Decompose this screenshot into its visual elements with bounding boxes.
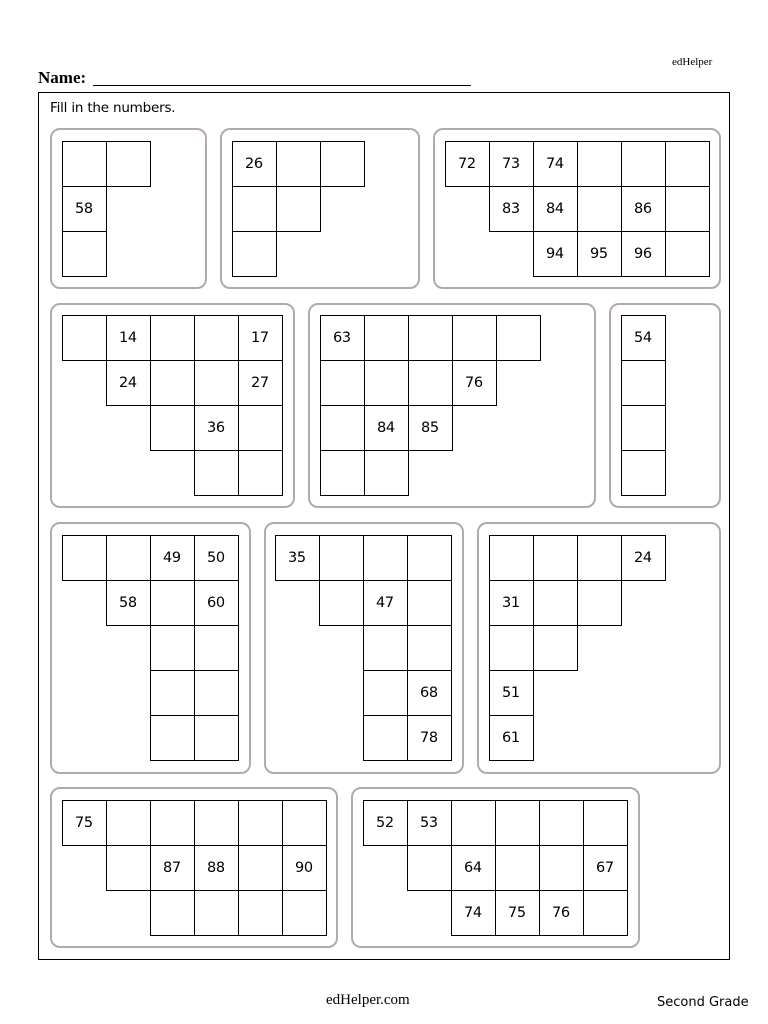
puzzle-7-cell[interactable]: 60 (194, 580, 239, 626)
puzzle-9-cell[interactable]: 51 (489, 670, 534, 716)
puzzle-11-cell[interactable]: 52 (363, 800, 408, 846)
puzzle-1-cell[interactable] (62, 141, 107, 187)
puzzle-3-cell[interactable] (665, 141, 710, 187)
puzzle-5-cell[interactable] (320, 405, 365, 451)
puzzle-10-cell[interactable] (106, 800, 151, 846)
puzzle-3-cell[interactable]: 84 (533, 186, 578, 232)
puzzle-8-cell[interactable] (363, 535, 408, 581)
puzzle-5-cell[interactable]: 84 (364, 405, 409, 451)
puzzle-11-cell[interactable] (451, 800, 496, 846)
puzzle-10-cell[interactable]: 87 (150, 845, 195, 891)
puzzle-3-cell[interactable]: 95 (577, 231, 622, 277)
puzzle-4-cell[interactable] (194, 360, 239, 406)
puzzle-7-cell[interactable] (106, 535, 151, 581)
puzzle-9-cell[interactable]: 31 (489, 580, 534, 626)
puzzle-6-cell[interactable]: 54 (621, 315, 666, 361)
puzzle-5-cell[interactable]: 76 (452, 360, 497, 406)
puzzle-5-cell[interactable] (364, 450, 409, 496)
puzzle-3-cell[interactable] (577, 186, 622, 232)
puzzle-4-cell[interactable]: 14 (106, 315, 151, 361)
puzzle-7-cell[interactable] (194, 715, 239, 761)
puzzle-3-cell[interactable]: 83 (489, 186, 534, 232)
puzzle-2-cell[interactable] (232, 231, 277, 277)
puzzle-5-cell[interactable] (320, 450, 365, 496)
puzzle-6-cell[interactable] (621, 405, 666, 451)
puzzle-11-cell[interactable]: 64 (451, 845, 496, 891)
name-label: Name: (38, 68, 87, 87)
puzzle-8-cell[interactable] (319, 535, 364, 581)
puzzle-4-cell[interactable] (150, 315, 195, 361)
puzzle-4-cell[interactable]: 24 (106, 360, 151, 406)
puzzle-8-cell[interactable]: 35 (275, 535, 320, 581)
puzzle-6-cell[interactable] (621, 450, 666, 496)
puzzle-8-cell[interactable] (407, 535, 452, 581)
puzzle-11-cell[interactable] (583, 890, 628, 936)
puzzle-11-cell[interactable] (539, 800, 584, 846)
puzzle-11-cell[interactable]: 76 (539, 890, 584, 936)
puzzle-5-cell[interactable] (320, 360, 365, 406)
puzzle-7-cell[interactable]: 50 (194, 535, 239, 581)
puzzle-11-cell[interactable] (407, 845, 452, 891)
puzzle-3-cell[interactable]: 73 (489, 141, 534, 187)
puzzle-7-cell[interactable] (194, 625, 239, 671)
puzzle-7-cell[interactable]: 58 (106, 580, 151, 626)
puzzle-10-cell[interactable] (106, 845, 151, 891)
puzzle-10-cell[interactable]: 88 (194, 845, 239, 891)
puzzle-4-cell[interactable] (150, 360, 195, 406)
puzzle-3-cell[interactable] (665, 231, 710, 277)
puzzle-11-cell[interactable]: 67 (583, 845, 628, 891)
puzzle-4-cell[interactable] (194, 315, 239, 361)
footer-grade: Second Grade (657, 995, 749, 1010)
puzzle-11-cell[interactable] (495, 845, 540, 891)
puzzle-4-cell[interactable]: 17 (238, 315, 283, 361)
puzzle-10-cell[interactable] (282, 890, 327, 936)
puzzle-4-cell[interactable] (150, 405, 195, 451)
puzzle-8-cell[interactable] (363, 625, 408, 671)
footer-site: edHelper.com (326, 992, 410, 1008)
puzzle-5-cell[interactable] (452, 315, 497, 361)
puzzle-8-cell[interactable] (363, 670, 408, 716)
puzzle-10-cell[interactable]: 75 (62, 800, 107, 846)
puzzle-9-cell[interactable] (489, 625, 534, 671)
puzzle-5-cell[interactable] (496, 315, 541, 361)
puzzle-2-cell[interactable]: 26 (232, 141, 277, 187)
puzzle-9-cell[interactable] (533, 535, 578, 581)
puzzle-9-cell[interactable]: 24 (621, 535, 666, 581)
puzzle-3-cell[interactable] (665, 186, 710, 232)
puzzle-4-cell[interactable] (62, 315, 107, 361)
puzzle-4-cell[interactable] (238, 405, 283, 451)
puzzle-9-cell[interactable] (533, 580, 578, 626)
puzzle-5-cell[interactable] (408, 360, 453, 406)
puzzle-4-cell[interactable] (238, 450, 283, 496)
puzzle-10-cell[interactable] (238, 890, 283, 936)
puzzle-5-cell[interactable]: 85 (408, 405, 453, 451)
puzzle-8-cell[interactable] (319, 580, 364, 626)
puzzle-4-cell[interactable] (194, 450, 239, 496)
puzzle-1-cell[interactable] (106, 141, 151, 187)
puzzle-11-cell[interactable]: 53 (407, 800, 452, 846)
puzzle-8-cell[interactable] (363, 715, 408, 761)
puzzle-7-cell[interactable] (150, 715, 195, 761)
puzzle-7-cell[interactable]: 49 (150, 535, 195, 581)
puzzle-7-cell[interactable] (62, 535, 107, 581)
puzzle-3-cell[interactable]: 72 (445, 141, 490, 187)
puzzle-9-cell[interactable]: 61 (489, 715, 534, 761)
puzzle-3-cell[interactable]: 96 (621, 231, 666, 277)
puzzle-1-cell[interactable]: 58 (62, 186, 107, 232)
puzzle-5-cell[interactable] (364, 360, 409, 406)
puzzle-2-cell[interactable] (276, 141, 321, 187)
puzzle-5-cell[interactable] (408, 315, 453, 361)
puzzle-9-cell[interactable] (577, 580, 622, 626)
puzzle-10-cell[interactable] (282, 800, 327, 846)
puzzle-10-cell[interactable] (150, 890, 195, 936)
puzzle-1-cell[interactable] (62, 231, 107, 277)
puzzle-9-cell[interactable] (533, 625, 578, 671)
puzzle-5-cell[interactable] (364, 315, 409, 361)
puzzle-7-cell[interactable] (194, 670, 239, 716)
puzzle-2-cell[interactable] (276, 186, 321, 232)
brand-label: edHelper (672, 56, 713, 68)
puzzle-3-cell[interactable]: 86 (621, 186, 666, 232)
name-line[interactable] (93, 85, 471, 86)
instructions: Fill in the numbers. (50, 100, 176, 116)
puzzle-3-cell[interactable] (621, 141, 666, 187)
puzzle-7-cell[interactable] (150, 625, 195, 671)
puzzle-4-cell[interactable]: 27 (238, 360, 283, 406)
puzzle-5-cell[interactable]: 63 (320, 315, 365, 361)
puzzle-10-cell[interactable] (238, 845, 283, 891)
puzzle-9-cell[interactable] (489, 535, 534, 581)
puzzle-8-cell[interactable]: 47 (363, 580, 408, 626)
puzzle-3-cell[interactable]: 94 (533, 231, 578, 277)
puzzle-10-cell[interactable] (194, 890, 239, 936)
puzzle-6-cell[interactable] (621, 360, 666, 406)
puzzle-8-cell[interactable] (407, 625, 452, 671)
puzzle-2-cell[interactable] (320, 141, 365, 187)
puzzle-10-cell[interactable] (150, 800, 195, 846)
puzzle-10-cell[interactable] (194, 800, 239, 846)
puzzle-2-cell[interactable] (232, 186, 277, 232)
puzzle-9-cell[interactable] (577, 535, 622, 581)
puzzle-11-cell[interactable] (539, 845, 584, 891)
puzzle-10-cell[interactable]: 90 (282, 845, 327, 891)
puzzle-10-cell[interactable] (238, 800, 283, 846)
puzzle-8-cell[interactable]: 68 (407, 670, 452, 716)
puzzle-4-cell[interactable]: 36 (194, 405, 239, 451)
puzzle-3-cell[interactable]: 74 (533, 141, 578, 187)
puzzle-8-cell[interactable] (407, 580, 452, 626)
puzzle-11-cell[interactable]: 74 (451, 890, 496, 936)
puzzle-11-cell[interactable]: 75 (495, 890, 540, 936)
puzzle-8-cell[interactable]: 78 (407, 715, 452, 761)
puzzle-7-cell[interactable] (150, 670, 195, 716)
puzzle-3-cell[interactable] (577, 141, 622, 187)
puzzle-11-cell[interactable] (495, 800, 540, 846)
puzzle-7-cell[interactable] (150, 580, 195, 626)
puzzle-11-cell[interactable] (583, 800, 628, 846)
